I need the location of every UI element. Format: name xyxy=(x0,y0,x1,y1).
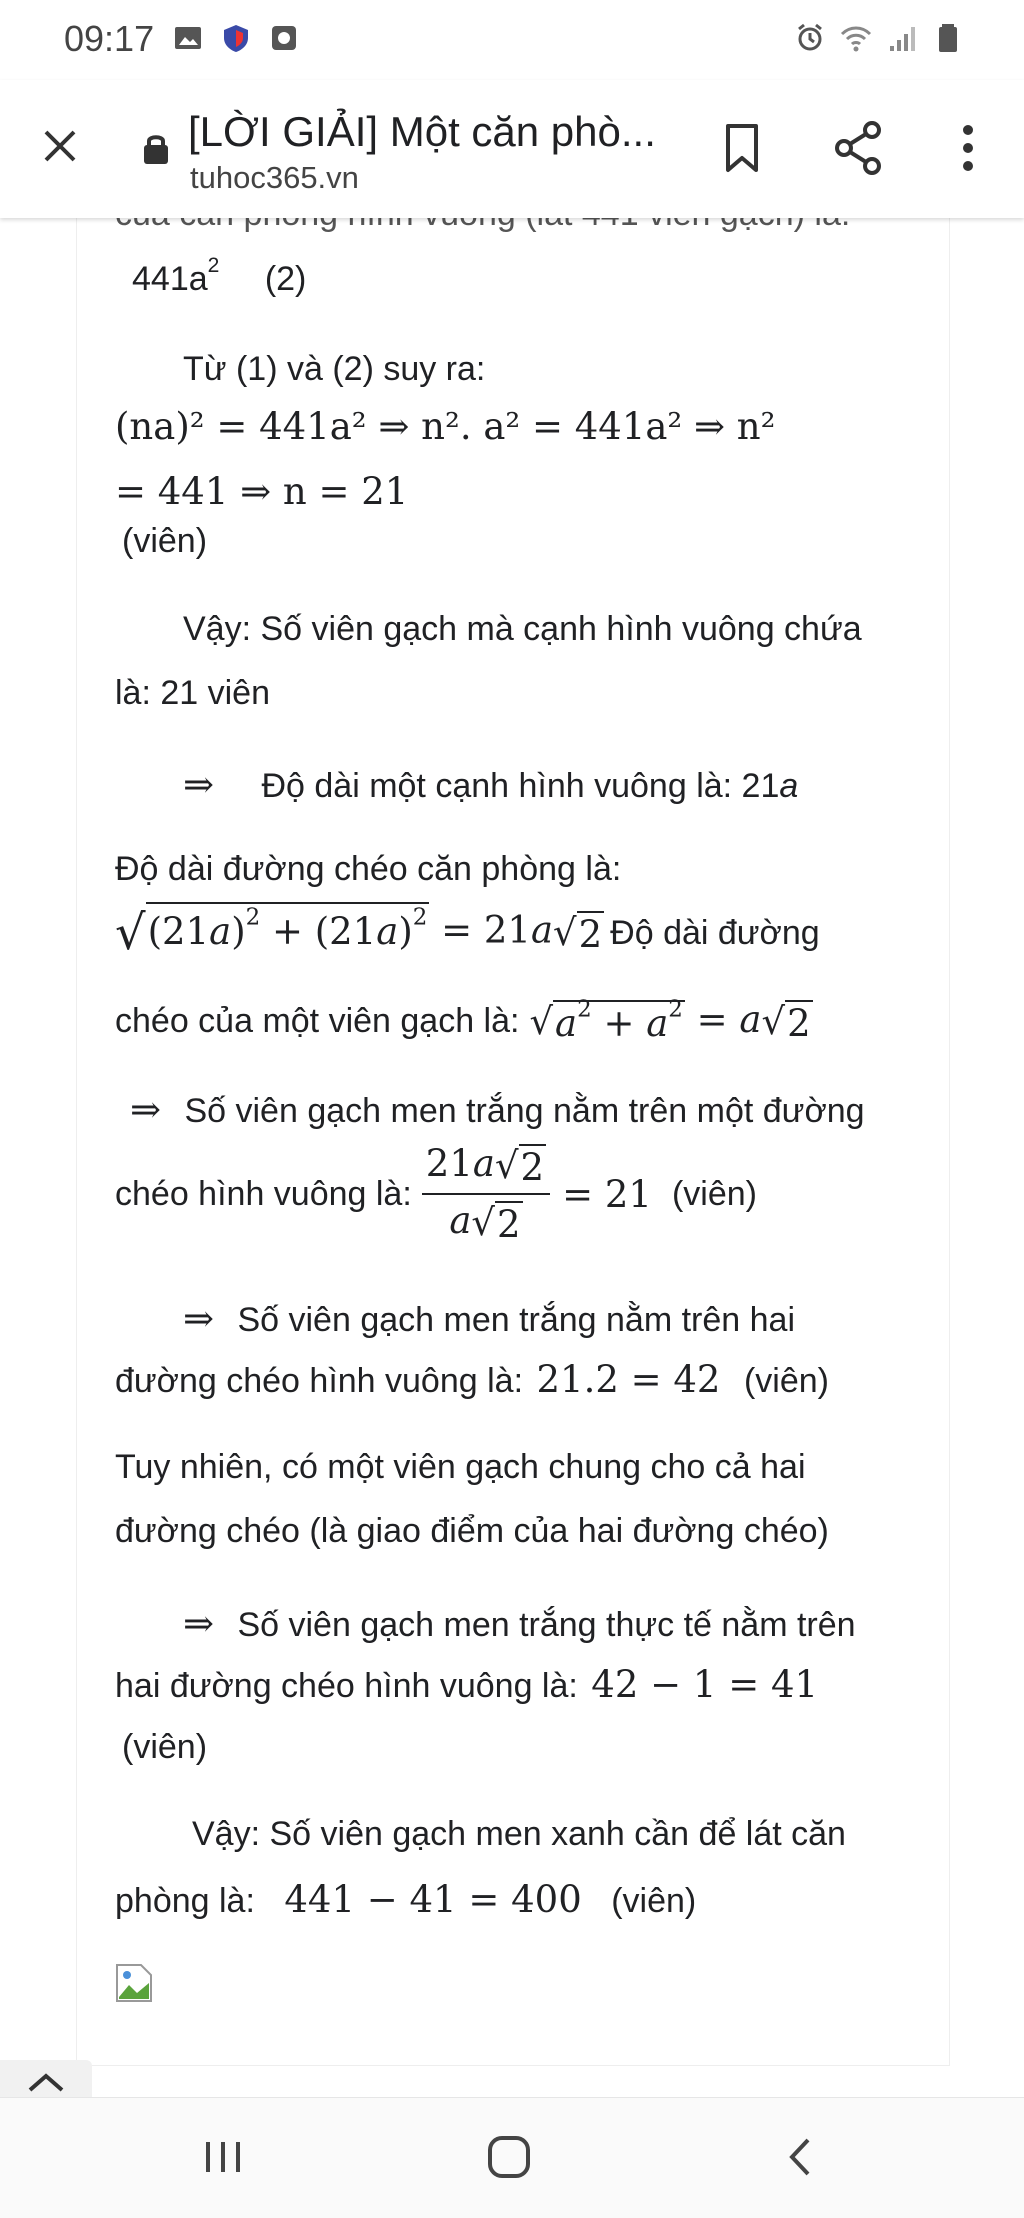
text-vay-2: Vậy: Số viên gạch men xanh cần để lát căn xyxy=(192,1815,846,1853)
bookmark-icon[interactable] xyxy=(722,122,762,174)
equation-n-21: = 441 ⇒ n = 21 xyxy=(115,470,409,513)
signal-icon xyxy=(886,22,918,54)
unit-vien: (viên) xyxy=(671,1174,757,1213)
equation-42: 21.2 = 42 xyxy=(536,1358,721,1401)
line-400 xyxy=(115,1878,696,1921)
fraction-formula: 21a √ 2 a √ 2 = 21 xyxy=(422,1142,652,1246)
tile-diagonal-formula: √ $a^2 + a^2$ = a √ 2 xyxy=(529,996,811,1045)
lock-icon xyxy=(140,130,172,166)
equation-41: 42 − 1 = 41 xyxy=(591,1663,819,1706)
equation-tag: (2) xyxy=(264,260,307,298)
broken-image-icon xyxy=(115,1963,153,2003)
battery-icon xyxy=(932,22,964,54)
record-icon xyxy=(268,22,300,54)
value-441a2: 441a xyxy=(132,260,208,298)
text-so-vien-3: Số viên gạch men trắng thực tế nằm trên xyxy=(237,1606,856,1644)
var-a: a xyxy=(779,767,799,805)
line-do-dai-canh xyxy=(183,763,798,806)
equation-na-squared: (na)² = 441a² ⇒ n². a² = 441a² ⇒ n² xyxy=(115,405,776,448)
line-so-vien-2 xyxy=(183,1297,795,1340)
system-nav-bar xyxy=(0,2097,1024,2218)
line-so-vien-3 xyxy=(183,1602,856,1645)
shield-icon xyxy=(220,22,252,54)
wifi-icon xyxy=(840,22,872,54)
chevron-up-icon xyxy=(26,2070,66,2094)
scroll-to-top-button[interactable] xyxy=(0,2060,92,2102)
more-vert-icon[interactable] xyxy=(950,120,986,176)
fraction-result: = 21 xyxy=(562,1172,652,1216)
status-time: 09:17 xyxy=(64,18,155,59)
equation-2 xyxy=(132,254,307,299)
implies-arrow: ⇒ xyxy=(183,1297,215,1340)
status-icons-right xyxy=(794,22,964,54)
back-icon[interactable] xyxy=(776,2132,826,2182)
text-so-vien-2: Số viên gạch men trắng nằm trên hai xyxy=(237,1301,796,1339)
diagonal-sqrt-formula: √ $(21a)^2 + (21a)^2$ = 21a √ 2 xyxy=(115,902,604,964)
equation-400: 441 − 41 = 400 xyxy=(284,1878,582,1921)
line-cheo-vien-gach xyxy=(115,998,813,1045)
text-hai-duong-cheo: hai đường chéo hình vuông là: xyxy=(115,1667,578,1705)
implies-arrow: ⇒ xyxy=(183,763,215,806)
line-diagonal-formula xyxy=(115,902,820,964)
text-tu-1-2: Từ (1) và (2) suy ra: xyxy=(183,350,486,388)
text-giao-diem: đường chéo (là giao điểm của hai đường chéo) xyxy=(115,1512,829,1550)
unit-vien: (viên) xyxy=(611,1882,697,1920)
recent-apps-icon[interactable] xyxy=(198,2132,248,2182)
text-duong-cheo-lbl: Độ dài đường chéo căn phòng là: xyxy=(115,850,622,888)
close-icon[interactable] xyxy=(38,124,82,168)
status-bar xyxy=(0,0,1024,80)
browser-toolbar xyxy=(0,80,1024,218)
home-icon[interactable] xyxy=(484,2132,534,2182)
text-tuy-nhien: Tuy nhiên, có một viên gạch chung cho cả hai xyxy=(115,1448,806,1486)
text-do-dai-duong: Độ dài đường xyxy=(610,913,820,952)
page-title[interactable]: [LỜI GIẢI] Một căn phò... xyxy=(188,108,656,155)
text-cheo-mot-vien: chéo của một viên gạch là: xyxy=(115,1002,520,1040)
text-duong-cheo-hv: đường chéo hình vuông là: xyxy=(115,1362,524,1400)
alarm-icon xyxy=(794,22,826,54)
line-frac xyxy=(115,1142,757,1246)
unit-vien: (viên) xyxy=(122,522,208,560)
page-domain[interactable]: tuhoc365.vn xyxy=(190,160,359,195)
text-phong-la: phòng là: xyxy=(115,1882,255,1920)
implies-arrow: ⇒ xyxy=(130,1088,162,1131)
image-icon xyxy=(172,22,204,54)
unit-vien: (viên) xyxy=(122,1728,208,1766)
text-do-dai-canh: Độ dài một cạnh hình vuông là: 21 xyxy=(261,767,780,805)
status-icons-left xyxy=(172,22,300,54)
text-vay-1: Vậy: Số viên gạch mà cạnh hình vuông chứa xyxy=(183,610,862,648)
line-so-vien-1 xyxy=(130,1088,865,1131)
line-41 xyxy=(115,1663,818,1706)
exponent: 2 xyxy=(207,254,220,278)
text-cheo-hv-la: chéo hình vuông là: xyxy=(115,1174,412,1213)
implies-arrow: ⇒ xyxy=(183,1602,215,1645)
text-la-21-vien: là: 21 viên xyxy=(115,674,270,712)
unit-vien: (viên) xyxy=(743,1362,829,1400)
share-icon[interactable] xyxy=(832,120,884,176)
line-42 xyxy=(115,1358,829,1401)
text-so-vien-1: Số viên gạch men trắng nằm trên một đường xyxy=(184,1092,865,1130)
